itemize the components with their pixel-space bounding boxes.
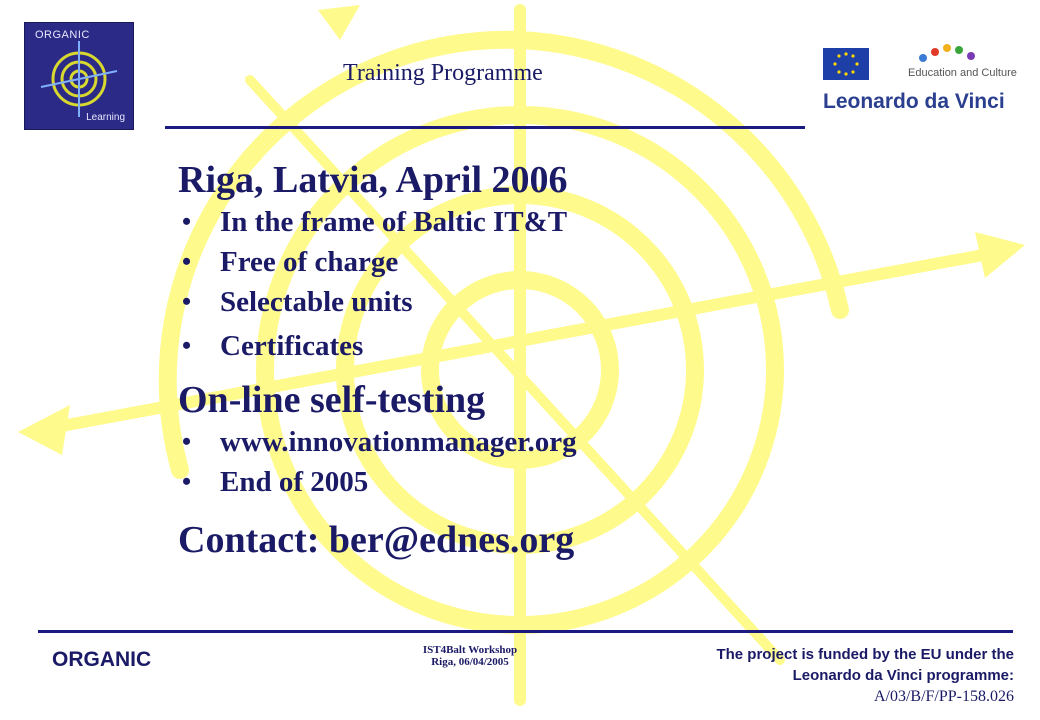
header-divider xyxy=(165,126,805,129)
bullet-item: • In the frame of Baltic IT&T xyxy=(182,206,568,238)
bullet-text: Certificates xyxy=(220,330,364,362)
section2-heading: On-line self-testing xyxy=(178,379,486,421)
slide-content xyxy=(178,158,577,562)
footer-organic-label: ORGANIC xyxy=(52,648,152,671)
bullet-item: • www.innovationmanager.org xyxy=(182,426,577,458)
bullet-item: • End of 2005 xyxy=(182,466,369,498)
bullet-item: • Selectable units xyxy=(182,286,413,318)
contact-line[interactable]: Contact: ber@ednes.org xyxy=(178,519,575,561)
bullet-text: In the frame of Baltic IT&T xyxy=(220,206,568,238)
footer-funding-note xyxy=(716,644,1014,707)
footer-funding-line2: Leonardo da Vinci programme: xyxy=(792,667,1014,684)
education-culture-dots-icon xyxy=(913,40,993,64)
bullet-text: Selectable units xyxy=(220,286,413,318)
leonardo-da-vinci-text: Leonardo da Vinci xyxy=(823,90,1005,113)
bullet-item: • Free of charge xyxy=(182,246,399,278)
footer-divider xyxy=(38,630,1013,633)
bullet-link-text[interactable]: www.innovationmanager.org xyxy=(220,426,577,458)
footer-workshop-name: IST4Balt Workshop xyxy=(422,644,518,656)
footer-workshop-date: Riga, 06/04/2005 xyxy=(431,656,509,668)
education-culture-text: Education and Culture xyxy=(908,67,1017,79)
bullet-text: End of 2005 xyxy=(220,466,369,498)
section1-bullets xyxy=(178,202,577,366)
bullet-item: • Certificates xyxy=(182,330,364,362)
section1-heading: Riga, Latvia, April 2006 xyxy=(178,159,568,201)
page-title: Training Programme xyxy=(343,60,543,86)
organic-logo-bottom-text: Learning xyxy=(86,112,125,123)
section2-bullets xyxy=(178,422,577,502)
footer-funding-line1: The project is funded by the EU under the xyxy=(716,646,1014,663)
footer-workshop-info xyxy=(350,644,590,668)
eu-flag-icon xyxy=(823,48,869,80)
footer-project-code: A/03/B/F/PP-158.026 xyxy=(873,688,1014,705)
leonardo-da-vinci-logo xyxy=(818,40,1023,120)
organic-learning-logo xyxy=(24,22,134,130)
organic-logo-top-text: ORGANIC xyxy=(35,29,90,41)
bullet-text: Free of charge xyxy=(220,246,399,278)
